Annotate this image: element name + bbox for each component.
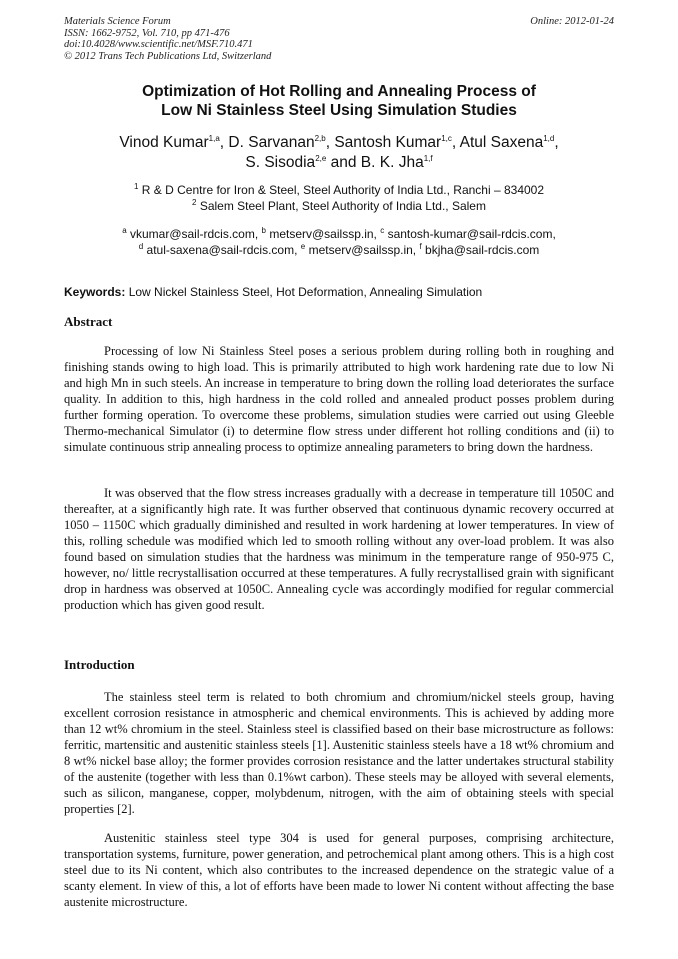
keywords (64, 285, 614, 300)
author-sup: 1,d (543, 133, 555, 143)
email-address[interactable]: atul-saxena@sail-rdcis.com, (146, 242, 298, 257)
affiliation-text: R & D Centre for Iron & Steel, Steel Authority of India Ltd., Ranchi – 834002 (141, 183, 545, 197)
affiliation-1 (64, 183, 614, 199)
doi-line: doi:10.4028/www.scientific.net/MSF.710.471 (64, 39, 253, 50)
email-address[interactable]: vkumar@sail-rdcis.com, (129, 227, 259, 241)
title-line-1: Optimization of Hot Rolling and Annealing Process of (142, 83, 536, 100)
author-name: Vinod Kumar (119, 134, 209, 151)
author-sep: , (219, 134, 229, 151)
email-list (64, 227, 614, 258)
author-sep: and (326, 154, 361, 171)
author-sep: , (451, 134, 460, 151)
affiliation-sup: 1 (133, 182, 139, 191)
author-name: D. Sarvanan (228, 134, 315, 151)
author-list (64, 133, 614, 173)
abstract-paragraph-2: It was observed that the flow stress increases gradually with a decrease in temperature till 1050C and thereafter, at a significantly high rate. It was further observed that continuous dynamic recovery occurred at 1050 – 1150C which gradually diminished and resulted in work hardening at lower temperatures. In view of this, rolling schedule was modified which led to smooth rolling without any over-load problem. It was also found based on simulation studies that the hardness was minimum in the temperature range of 950-975 C, however, no/ little recrystallisation occurred at these temperatures. A fully recrystallised grain with significant drop in hardness was observed at 1050C. Annealing cycle was accordingly modified for regular commercial production which has given good result. (64, 486, 614, 612)
online-date: Online: 2012-01-24 (530, 16, 614, 27)
introduction-paragraph-1: The stainless steel term is related to both chromium and chromium/nickel steels group, having excellent corrosion resistance in atmospheric and chemical environments. This is achieved by adding more than 12 wt% chromium in the steel. Stainless steel is classified based on their base microstructure as follows: ferritic, martensitic and austenitic stainless steels [1]. Austenitic stainless steels have a 18 wt% chromium and 8 wt% nickel base alloy; the former provides corrosion resistance and the latter undertakes structural stability of the austenite (together with less than 0.1%wt carbon). These steels may be alloyed with several elements, such as silicon, manganese, copper, molybdenum, nitrogen, with the aim of obtaining steels with special properties [2]. (64, 690, 614, 816)
copyright-line: © 2012 Trans Tech Publications Ltd, Switzerland (64, 50, 272, 62)
email-address[interactable]: metserv@sailssp.in, (269, 227, 377, 241)
issn-line: ISSN: 1662-9752, Vol. 710, pp 471-476 (64, 27, 230, 39)
email-sup: f (419, 241, 422, 251)
author-sup: 1,c (441, 133, 452, 143)
author-sup: 1,f (423, 153, 433, 163)
author-sup: 2,b (314, 133, 326, 143)
email-sup: e (300, 241, 306, 251)
author-name: B. K. Jha (360, 154, 424, 171)
introduction-heading: Introduction (64, 657, 135, 672)
email-sup: b (261, 226, 266, 235)
abstract-heading: Abstract (64, 314, 113, 329)
affiliation-sup: 2 (192, 197, 197, 207)
email-address[interactable]: santosh-kumar@sail-rdcis.com, (387, 227, 556, 241)
author-line-2 (64, 153, 614, 173)
author-name: S. Sisodia (245, 154, 316, 171)
journal-header (64, 16, 271, 62)
author-name: Santosh Kumar (334, 134, 442, 151)
email-sup: a (122, 226, 127, 235)
email-address[interactable]: metserv@sailssp.in, (308, 242, 417, 257)
keywords-text: Low Nickel Stainless Steel, Hot Deformation, Annealing Simulation (128, 285, 483, 299)
affiliation-2 (64, 199, 614, 215)
email-line-1 (64, 227, 614, 243)
paper-title (64, 82, 614, 120)
author-sep: , (554, 134, 559, 151)
keywords-label: Keywords: (64, 285, 126, 299)
introduction-paragraph-2: Austenitic stainless steel type 304 is used for general purposes, comprising architecture, transportation systems, furniture, power generation, and petrochemical plant among others. This is a high cost steel due to its Ni content, which also contributes to the increased dependence on the strategic value of a scanty element. In view of this, a lot of efforts have been made to lower Ni content without affecting the base austenite microstructure. (64, 831, 614, 909)
title-line-2: Low Ni Stainless Steel Using Simulation Studies (161, 102, 517, 119)
email-address[interactable]: bkjha@sail-rdcis.com (425, 242, 540, 257)
author-sup: 1,a (208, 133, 220, 143)
abstract-paragraph-1: Processing of low Ni Stainless Steel poses a serious problem during rolling both in roughing and finishing stands owing to high load. This is primarily attributed to high work hardening rate due to low Ni and high Mn in such steels. An increase in temperature to bring down the rolling load deteriorates the surface quality. In addition to this, high hardness in the cold rolled and annealed product posses problem during further forming operation. To overcome these problems, simulation studies were carried out using Gleeble Thermo-mechanical Simulator (i) to determine flow stress under different hot rolling conditions and (ii) to simulate continuous strip annealing process to optimize annealing parameters to bring down the hardness. (64, 344, 614, 454)
email-sup: d (138, 241, 144, 251)
journal-name: Materials Science Forum (64, 16, 171, 27)
affiliations (64, 183, 614, 214)
email-line-2 (64, 243, 614, 259)
author-sup: 2,e (315, 153, 327, 163)
author-line-1 (64, 133, 614, 153)
author-sep: , (325, 134, 335, 151)
author-name: Atul Saxena (459, 134, 544, 151)
affiliation-text: Salem Steel Plant, Steel Authority of India Ltd., Salem (199, 198, 486, 213)
email-sup: c (380, 226, 385, 235)
